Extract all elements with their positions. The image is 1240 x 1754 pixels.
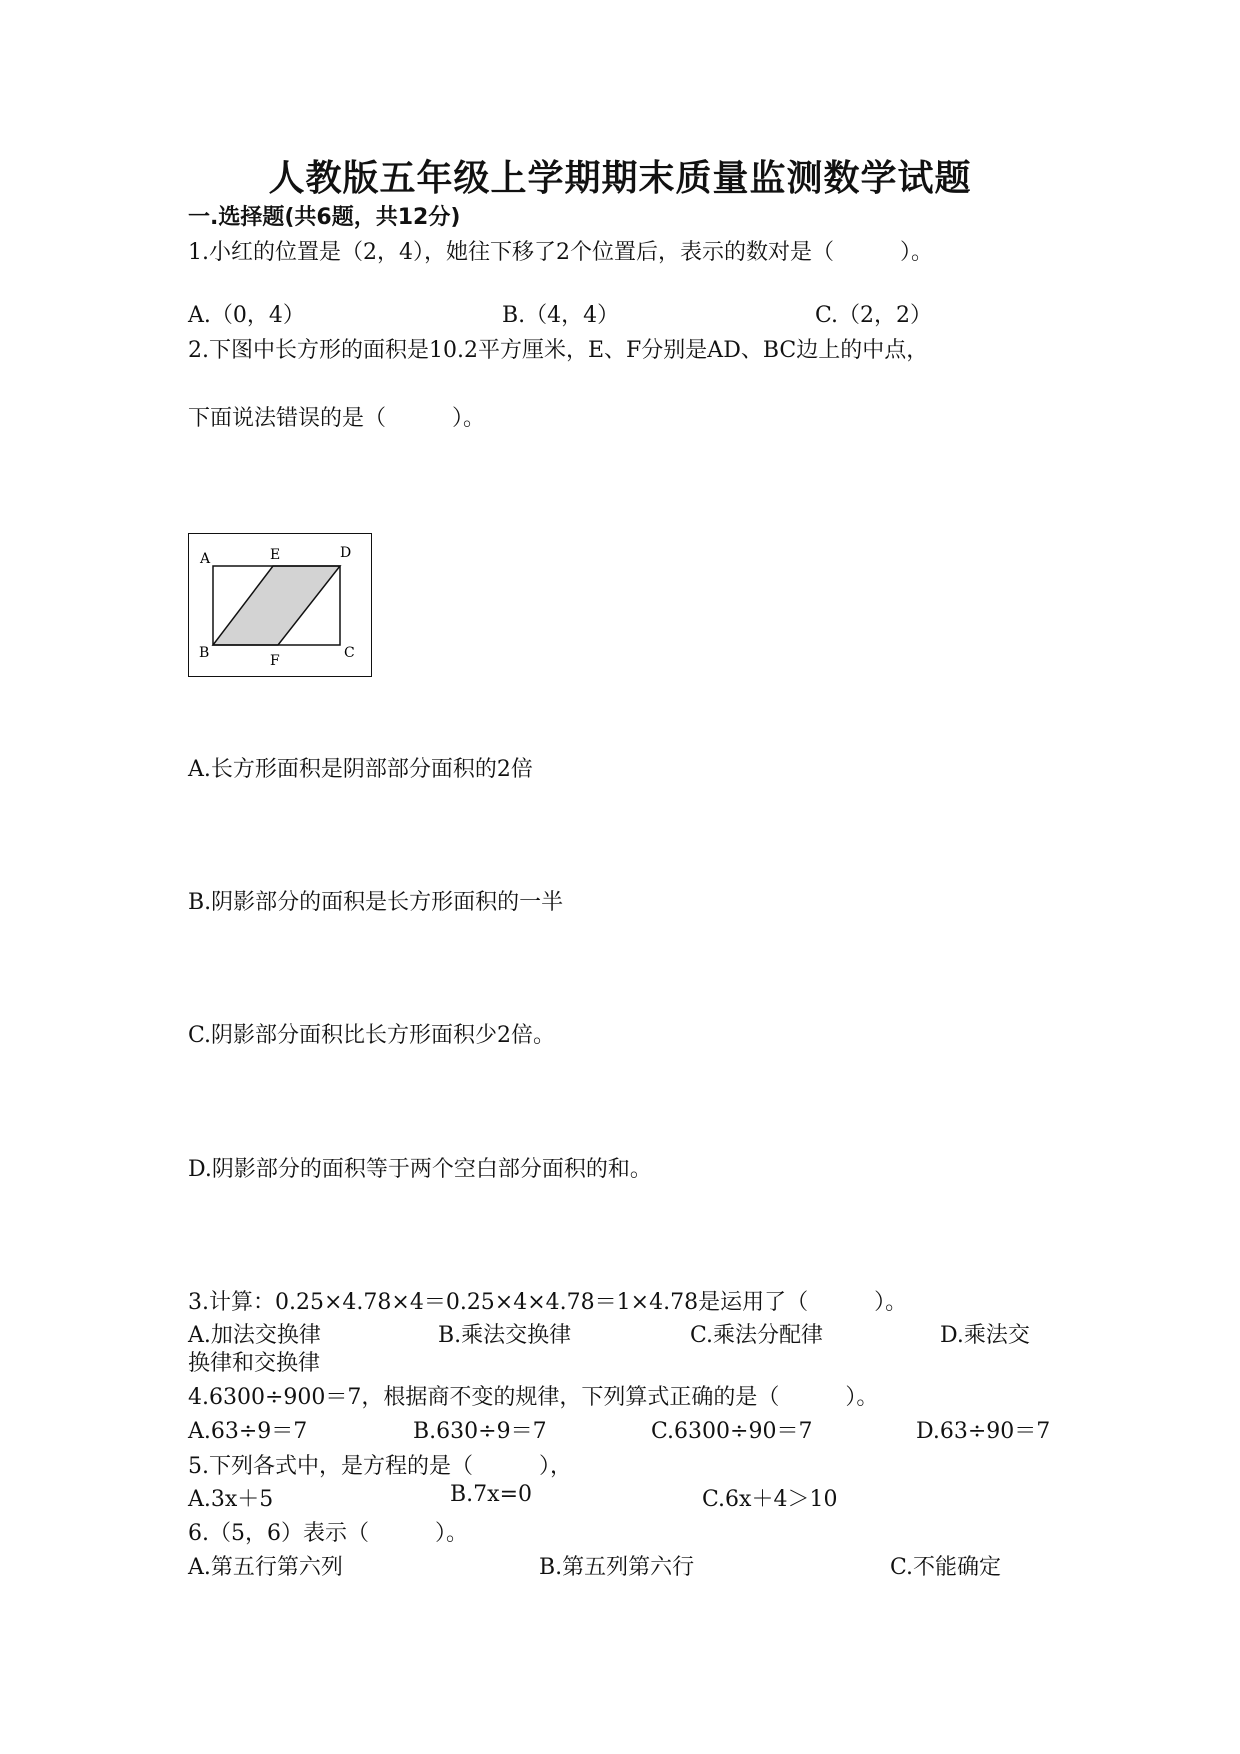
question-3-option-a: A.加法交换律 (188, 1323, 321, 1348)
question-4-option-a: A.63÷9＝7 (188, 1419, 308, 1444)
question-2-option-d: D.阴影部分的面积等于两个空白部分面积的和。 (188, 1157, 652, 1182)
question-5-stem: 5.下列各式中，是方程的是（ ）， (188, 1454, 572, 1479)
question-2-option-c: C.阴影部分面积比长方形面积少2倍。 (188, 1023, 556, 1048)
question-3-option-b: B.乘法交换律 (438, 1323, 572, 1348)
question-1-option-a: A.（0，4） (188, 303, 305, 328)
rectangle-figure (188, 533, 373, 678)
page-title: 人教版五年级上学期期末质量监测数学试题 (268, 158, 972, 199)
question-5-option-c: C.6x＋4＞10 (702, 1487, 838, 1512)
label-b: B (199, 645, 210, 661)
question-4-option-c: C.6300÷90＝7 (651, 1419, 813, 1444)
question-1-stem: 1.小红的位置是（2，4），她往下移了2个位置后，表示的数对是（ ）。 (188, 240, 933, 265)
label-d: D (340, 545, 352, 561)
question-4-option-d: D.63÷90＝7 (916, 1419, 1051, 1444)
question-2-option-b: B.阴影部分的面积是长方形面积的一半 (188, 890, 564, 915)
question-2-stem-line1: 2.下图中长方形的面积是10.2平方厘米，E、F分别是AD、BC边上的中点， (188, 338, 929, 363)
label-f: F (270, 653, 280, 669)
question-3-option-d: D.乘法交 (940, 1323, 1030, 1348)
question-6-option-b: B.第五列第六行 (539, 1555, 695, 1580)
question-5-option-a: A.3x＋5 (188, 1487, 274, 1512)
question-2-stem-line2: 下面说法错误的是（ ）。 (188, 406, 486, 431)
question-1-option-b: B.（4，4） (502, 303, 620, 328)
question-6-stem: 6.（5，6）表示（ ）。 (188, 1521, 468, 1546)
question-3-option-d-wrap: 换律和交换律 (188, 1351, 321, 1376)
question-3-stem: 3.计算：0.25×4.78×4＝0.25×4×4.78＝1×4.78是运用了（ ）。 (188, 1290, 908, 1315)
question-4-stem: 4.6300÷900＝7，根据商不变的规律，下列算式正确的是（ ）。 (188, 1385, 879, 1410)
question-5-option-b: B.7x=0 (450, 1482, 532, 1507)
question-1-option-c: C.（2，2） (815, 303, 933, 328)
shaded-parallelogram (213, 566, 340, 645)
label-e: E (270, 547, 281, 563)
section-heading: 一.选择题(共6题，共12分) (188, 205, 461, 230)
question-3-option-c: C.乘法分配律 (690, 1323, 824, 1348)
question-4-option-b: B.630÷9＝7 (413, 1419, 547, 1444)
label-c: C (344, 645, 355, 661)
question-6-option-c: C.不能确定 (890, 1555, 1002, 1580)
question-6-option-a: A.第五行第六列 (188, 1555, 343, 1580)
question-2-option-a: A.长方形面积是阴部部分面积的2倍 (188, 757, 533, 782)
label-a: A (200, 551, 211, 567)
